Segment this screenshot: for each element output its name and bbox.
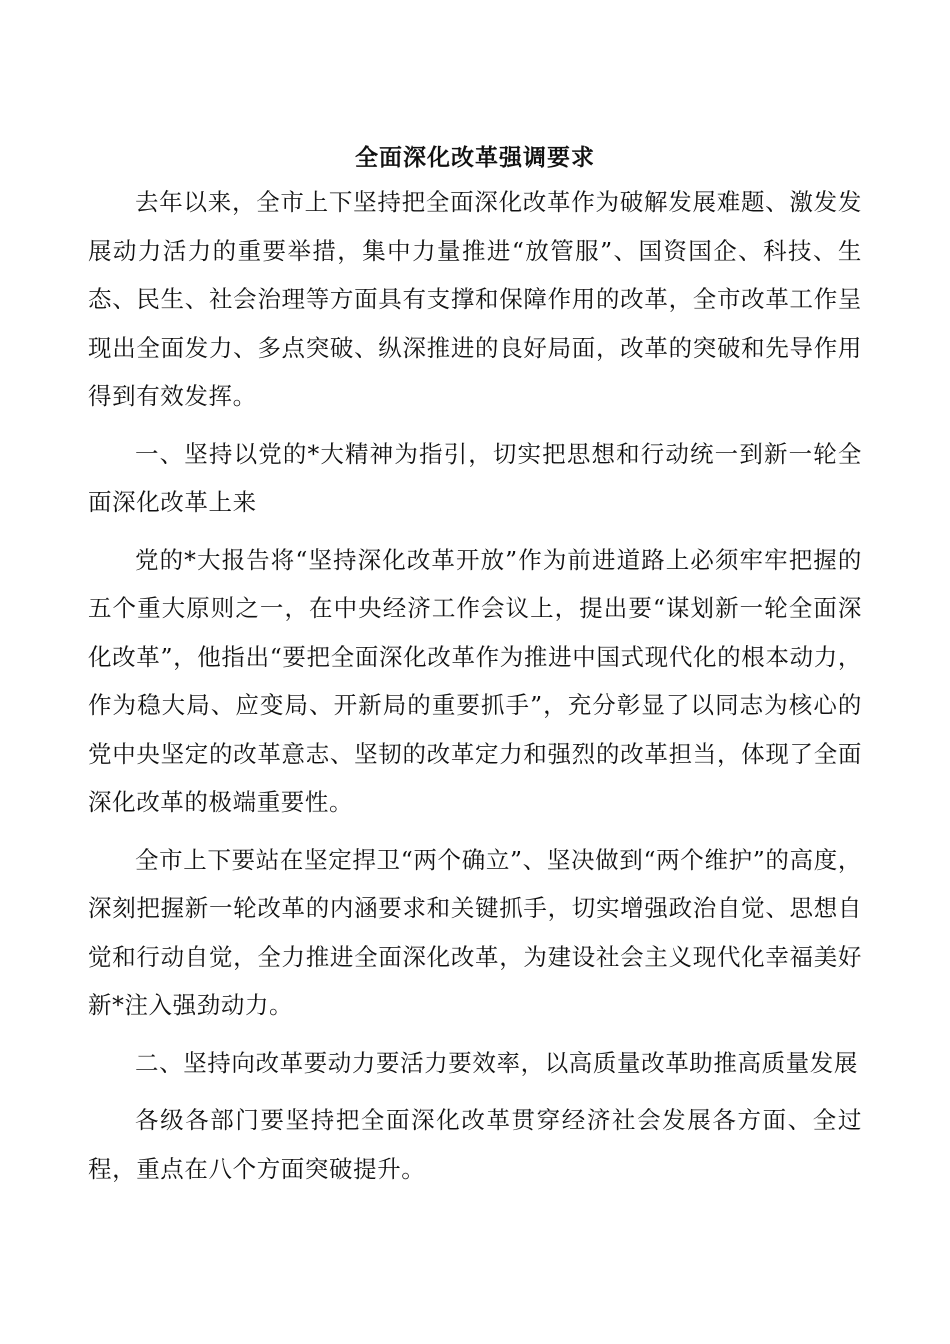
document-page xyxy=(88,138,862,1202)
paragraph-intro: 去年以来，全市上下坚持把全面深化改革作为破解发展难题、激发发展动力活力的重要举措，集中力量推进“放管服”、国资国企、科技、生态、民生、社会治理等方面具有支撑和保障作用的改革，全市改革工作呈现出全面发力、多点突破、纵深推进的良好局面，改革的突破和先导作用得到有效发挥。 xyxy=(88,188,862,410)
section-heading-two: 二、坚持向改革要动力要活力要效率，以高质量改革助推高质量发展 xyxy=(135,1048,858,1077)
paragraph-departments: 各级各部门要坚持把全面深化改革贯穿经济社会发展各方面、全过程，重点在八个方面突破提升。 xyxy=(88,1106,862,1183)
section-heading-one: 一、坚持以党的*大精神为指引，切实把思想和行动统一到新一轮全面深化改革上来 xyxy=(88,439,862,516)
paragraph-report: 党的*大报告将“坚持深化改革开放”作为前进道路上必须牢牢把握的五个重大原则之一，在中央经济工作会议上，提出要“谋划新一轮全面深化改革”，他指出“要把全面深化改革作为推进中国式现代化的根本动力，作为稳大局、应变局、开新局的重要抓手”，充分彰显了以同志为核心的党中央坚定的改革意志、坚韧的改革定力和强烈的改革担当，体现了全面深化改革的极端重要性。 xyxy=(88,545,862,816)
paragraph-city: 全市上下要站在坚定捍卫“两个确立”、坚决做到“两个维护”的高度，深刻把握新一轮改革的内涵要求和关键抓手，切实增强政治自觉、思想自觉和行动自觉，全力推进全面深化改革，为建设社会主义现代化幸福美好新*注入强劲动力。 xyxy=(88,845,862,1019)
document-title: 全面深化改革强调要求 xyxy=(355,144,595,171)
